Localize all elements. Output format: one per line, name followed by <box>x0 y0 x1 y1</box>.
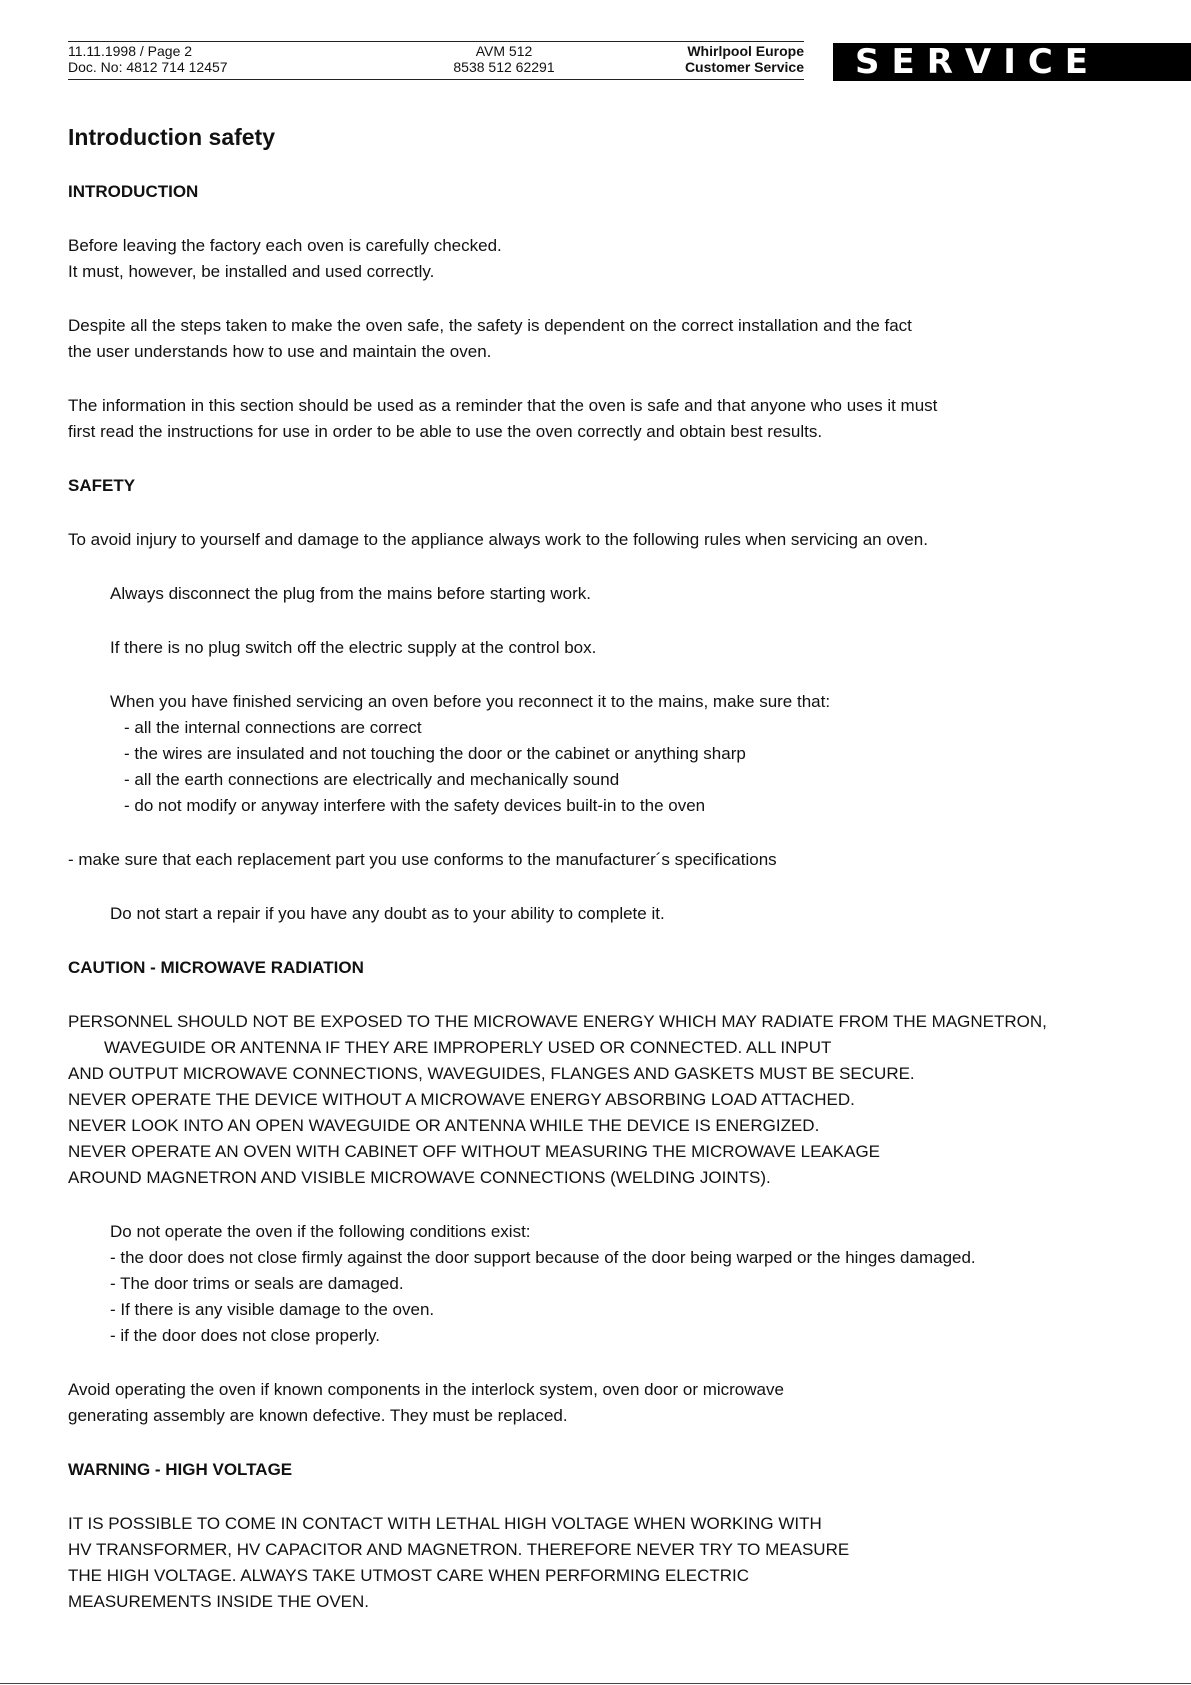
intro-paragraph-2 <box>68 313 1168 365</box>
check-item: - all the internal connections are correct <box>124 718 422 737</box>
safety-heading: SAFETY <box>68 476 136 495</box>
company-name: Whirlpool Europe <box>687 43 804 59</box>
avoid-paragraph <box>68 1377 1168 1429</box>
caution-heading: CAUTION - MICROWAVE RADIATION <box>68 958 364 977</box>
text-line: NEVER OPERATE THE DEVICE WITHOUT A MICROWAVE ENERGY ABSORBING LOAD ATTACHED. <box>68 1090 855 1109</box>
footer-rule <box>0 1683 1191 1684</box>
text-line: Do not operate the oven if the following conditions exist: <box>110 1222 531 1241</box>
safety-rule-disconnect: Always disconnect the plug from the mains before starting work. <box>110 584 591 603</box>
check-item: - the wires are insulated and not touching the door or the cabinet or anything sharp <box>124 744 746 763</box>
safety-rule-no-plug: If there is no plug switch off the electric supply at the control box. <box>110 638 597 657</box>
intro-paragraph-3 <box>68 393 1168 445</box>
safety-intro: To avoid injury to yourself and damage to the appliance always work to the following rules when servicing an oven. <box>68 530 928 549</box>
header-left <box>68 43 228 75</box>
condition-item: - the door does not close firmly against the door support because of the door being warped or the hinges damaged. <box>110 1248 976 1267</box>
safety-doubt: Do not start a repair if you have any doubt as to your ability to complete it. <box>110 904 665 923</box>
caution-paragraph <box>68 1009 1168 1191</box>
intro-paragraph-1 <box>68 233 1168 285</box>
text-line: When you have finished servicing an oven before you reconnect it to the mains, make sure that: <box>110 692 831 711</box>
text-line: PERSONNEL SHOULD NOT BE EXPOSED TO THE MICROWAVE ENERGY WHICH MAY RADIATE FROM THE MAGNETRON, <box>68 1012 1047 1031</box>
safety-rule-reconnect <box>110 689 1168 819</box>
text-line: generating assembly are known defective. They must be replaced. <box>68 1406 568 1425</box>
warning-heading: WARNING - HIGH VOLTAGE <box>68 1460 293 1479</box>
service-banner: SERVICE <box>833 43 1191 81</box>
page-header <box>68 41 804 80</box>
safety-replacement-parts: - make sure that each replacement part you use conforms to the manufacturer´s specifications <box>68 850 777 869</box>
text-line: AROUND MAGNETRON AND VISIBLE MICROWAVE CONNECTIONS (WELDING JOINTS). <box>68 1168 771 1187</box>
check-item: - do not modify or anyway interfere with the safety devices built-in to the oven <box>124 796 706 815</box>
condition-item: - The door trims or seals are damaged. <box>110 1274 404 1293</box>
text-line: AND OUTPUT MICROWAVE CONNECTIONS, WAVEGUIDES, FLANGES AND GASKETS MUST BE SECURE. <box>68 1064 915 1083</box>
text-line: Before leaving the factory each oven is carefully checked. <box>68 236 502 255</box>
text-line: NEVER OPERATE AN OVEN WITH CABINET OFF WITHOUT MEASURING THE MICROWAVE LEAKAGE <box>68 1142 881 1161</box>
page-title: Introduction safety <box>68 124 276 150</box>
text-line: The information in this section should be used as a reminder that the oven is safe and that anyone who uses it must <box>68 396 938 415</box>
header-middle <box>378 43 630 75</box>
warning-paragraph <box>68 1511 1168 1615</box>
text-line: first read the instructions for use in order to be able to use the oven correctly and obtain best results. <box>68 422 823 441</box>
header-right <box>685 43 804 75</box>
text-line: NEVER LOOK INTO AN OPEN WAVEGUIDE OR ANTENNA WHILE THE DEVICE IS ENERGIZED. <box>68 1116 820 1135</box>
department-name: Customer Service <box>684 59 804 75</box>
date-page: 11.11.1998 / Page 2 <box>68 43 193 59</box>
condition-item: - if the door does not close properly. <box>110 1326 380 1345</box>
condition-item: - If there is any visible damage to the oven. <box>110 1300 435 1319</box>
text-line: It must, however, be installed and used correctly. <box>68 262 435 281</box>
model-code: 8538 512 62291 <box>453 59 555 75</box>
conditions-list <box>110 1219 1168 1349</box>
text-line: Avoid operating the oven if known components in the interlock system, oven door or microwave <box>68 1380 784 1399</box>
model-name: AVM 512 <box>475 43 533 59</box>
document-body <box>68 121 1168 1643</box>
text-line: THE HIGH VOLTAGE. ALWAYS TAKE UTMOST CARE WHEN PERFORMING ELECTRIC <box>68 1566 750 1585</box>
text-line: IT IS POSSIBLE TO COME IN CONTACT WITH LETHAL HIGH VOLTAGE WHEN WORKING WITH <box>68 1514 822 1533</box>
text-line: Despite all the steps taken to make the oven safe, the safety is dependent on the correct installation and the fact <box>68 316 912 335</box>
text-line: HV TRANSFORMER, HV CAPACITOR AND MAGNETRON. THEREFORE NEVER TRY TO MEASURE <box>68 1540 850 1559</box>
text-line: the user understands how to use and maintain the oven. <box>68 342 492 361</box>
check-item: - all the earth connections are electrically and mechanically sound <box>124 770 620 789</box>
doc-number: Doc. No: 4812 714 12457 <box>68 59 228 75</box>
text-line: MEASUREMENTS INSIDE THE OVEN. <box>68 1592 370 1611</box>
text-line: WAVEGUIDE OR ANTENNA IF THEY ARE IMPROPERLY USED OR CONNECTED. ALL INPUT <box>104 1038 832 1057</box>
introduction-heading: INTRODUCTION <box>68 182 199 201</box>
